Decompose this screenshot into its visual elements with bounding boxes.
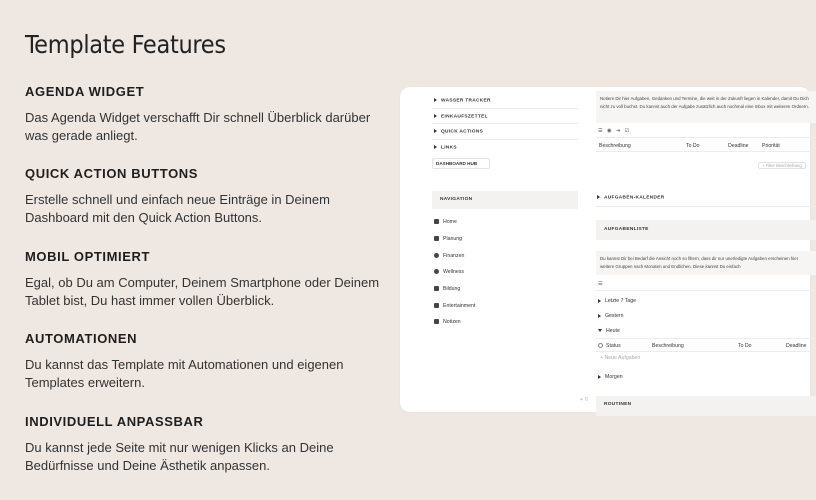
chart-pie-icon [434, 253, 439, 258]
column-label: Beschreibung [652, 343, 684, 349]
column-todo-list [738, 343, 752, 349]
nav-item-label: Finanzen [443, 253, 465, 259]
toggle-label: WASSER TRACKER [441, 98, 491, 104]
column-label: Deadline [728, 143, 749, 149]
nav-item-planung[interactable] [434, 236, 462, 242]
nav-item-finanzen[interactable] [434, 253, 464, 259]
toggle-label: EINKAUFSZETTEL [441, 114, 488, 120]
feature-individuell-anpassbar [25, 414, 385, 475]
column-deadline-list [786, 343, 806, 349]
feature-text: Das Agenda Widget verschafft Dir schnell Überblick darüber was gerade anliegt. [25, 110, 371, 143]
home-icon [434, 219, 439, 224]
list-view-icon[interactable]: ☰ [598, 281, 603, 287]
column-label: To Do [738, 343, 752, 349]
feature-text: Erstelle schnell und einfach neue Einträge in Deinem Dashboard mit den Quick Action Buttons. [25, 192, 330, 225]
music-icon [434, 303, 439, 308]
toggle-links[interactable] [434, 145, 457, 150]
nav-item-entertainment[interactable] [434, 303, 475, 309]
routinen-title: ROUTINEN [604, 402, 632, 407]
nav-item-label: Notizen [443, 319, 461, 325]
feature-heading: MOBIL OPTIMIERT [25, 249, 151, 264]
toggle-label: LINKS [441, 145, 457, 151]
feature-heading: AGENDA WIDGET [25, 84, 145, 99]
filter-button[interactable]: + Filter Beschreibung [758, 162, 806, 169]
navigation-title: NAVIGATION [440, 197, 473, 202]
group-label: Morgen [605, 374, 623, 380]
new-task-button[interactable]: + Neue Aufgaben [600, 355, 641, 361]
toggle-aufgaben-kalender[interactable] [597, 195, 665, 200]
briefcase-icon [434, 236, 439, 241]
feature-text: Du kannst jede Seite mit nur wenigen Klicks an Deine Bedürfnisse und Deine Ästhetik anpassen. [25, 440, 334, 473]
column-status [598, 343, 621, 349]
list-callout-text: Du kannst Dir bei Bedarf die Ansicht noch so filtern, dass dir nur unerledigte Aufgaben erscheinen hier weitere Gruppen nach Monaten und Endlichen. Diese kannst Du einfach [600, 256, 799, 269]
column-label: Deadline [786, 343, 807, 349]
column-label: Status [606, 343, 621, 349]
feature-agenda-widget [25, 84, 385, 145]
toggle-arrow-icon [598, 314, 601, 318]
toggle-arrow-icon [434, 129, 437, 133]
group-morgen[interactable] [598, 374, 623, 380]
dashboard-screenshot [400, 87, 810, 412]
add-block-icon[interactable]: + ⠿ [580, 397, 589, 403]
group-label: Heute [606, 328, 620, 334]
group-label: Gestern [605, 313, 624, 319]
nav-item-home[interactable] [434, 219, 457, 225]
toggle-quick-actions[interactable] [434, 129, 483, 134]
column-label: Priorität [762, 143, 780, 149]
group-gestern[interactable] [598, 313, 623, 319]
status-circle-icon [598, 343, 603, 348]
toggle-arrow-icon [598, 375, 601, 379]
page-title: Template Features [25, 30, 226, 59]
top-callout-text: Notiere Dir hier Aufgaben, Gedanken und Termine, die weit in der Zukunft liegen in Kalender, damit Du Dich nicht zu voll buchst. Du kannst auch der Aufgabe zusätzlich auch nochmal eine Inbox mit weiteren Ordnern. [600, 96, 809, 109]
group-label: Letzte 7 Tage [605, 298, 637, 304]
dashboard-hub-button[interactable]: DASHBOARD HUB [432, 158, 490, 169]
nav-item-notizen[interactable] [434, 319, 461, 325]
group-heute[interactable] [598, 328, 620, 334]
column-beschreibung [599, 143, 631, 149]
column-label: To Do [686, 143, 700, 149]
toggle-label: AUFGABEN-KALENDER [604, 195, 665, 201]
aufgabenliste-title: AUFGABENLISTE [604, 227, 649, 232]
toggle-arrow-icon [434, 114, 437, 118]
column-prioritaet [762, 143, 780, 149]
toggle-arrow-down-icon [598, 329, 602, 332]
nav-item-wellness[interactable] [434, 269, 464, 275]
flower-icon [434, 269, 439, 274]
toggle-arrow-icon [598, 299, 601, 303]
nav-item-label: Planung [443, 236, 463, 242]
feature-heading: QUICK ACTION BUTTONS [25, 166, 199, 181]
book-icon [434, 286, 439, 291]
nav-item-bildung[interactable] [434, 286, 460, 292]
feature-heading: AUTOMATIONEN [25, 331, 138, 346]
feature-mobil-optimiert [25, 249, 385, 310]
toggle-arrow-icon [434, 145, 437, 149]
view-tabs[interactable]: ☰ ◉ ⇥ ☑ [598, 128, 630, 134]
column-todo [686, 143, 700, 149]
nav-item-label: Bildung [443, 286, 461, 292]
feature-text: Egal, ob Du am Computer, Deinem Smartphone oder Deinem Tablet bist, Du hast immer vollen Überblick. [25, 275, 380, 308]
toggle-label: QUICK ACTIONS [441, 129, 484, 135]
feature-heading: INDIVIDUELL ANPASSBAR [25, 414, 204, 429]
feature-text: Du kannst das Template mit Automationen und eigenen Templates erweitern. [25, 357, 344, 390]
nav-item-label: Home [443, 219, 457, 225]
feature-quick-action-buttons [25, 166, 385, 227]
column-label: Beschreibung [599, 143, 631, 149]
nav-item-label: Wellness [443, 269, 464, 275]
group-letzte-7-tage[interactable] [598, 298, 636, 304]
nav-item-label: Entertainment [443, 303, 476, 309]
column-deadline [728, 143, 748, 149]
toggle-einkaufszettel[interactable] [434, 114, 488, 119]
toggle-arrow-icon [434, 98, 437, 102]
toggle-wasser-tracker[interactable] [434, 98, 491, 103]
note-icon [434, 319, 439, 324]
feature-automationen [25, 331, 385, 392]
toggle-arrow-icon [597, 195, 600, 199]
column-beschreibung-list [652, 343, 684, 349]
